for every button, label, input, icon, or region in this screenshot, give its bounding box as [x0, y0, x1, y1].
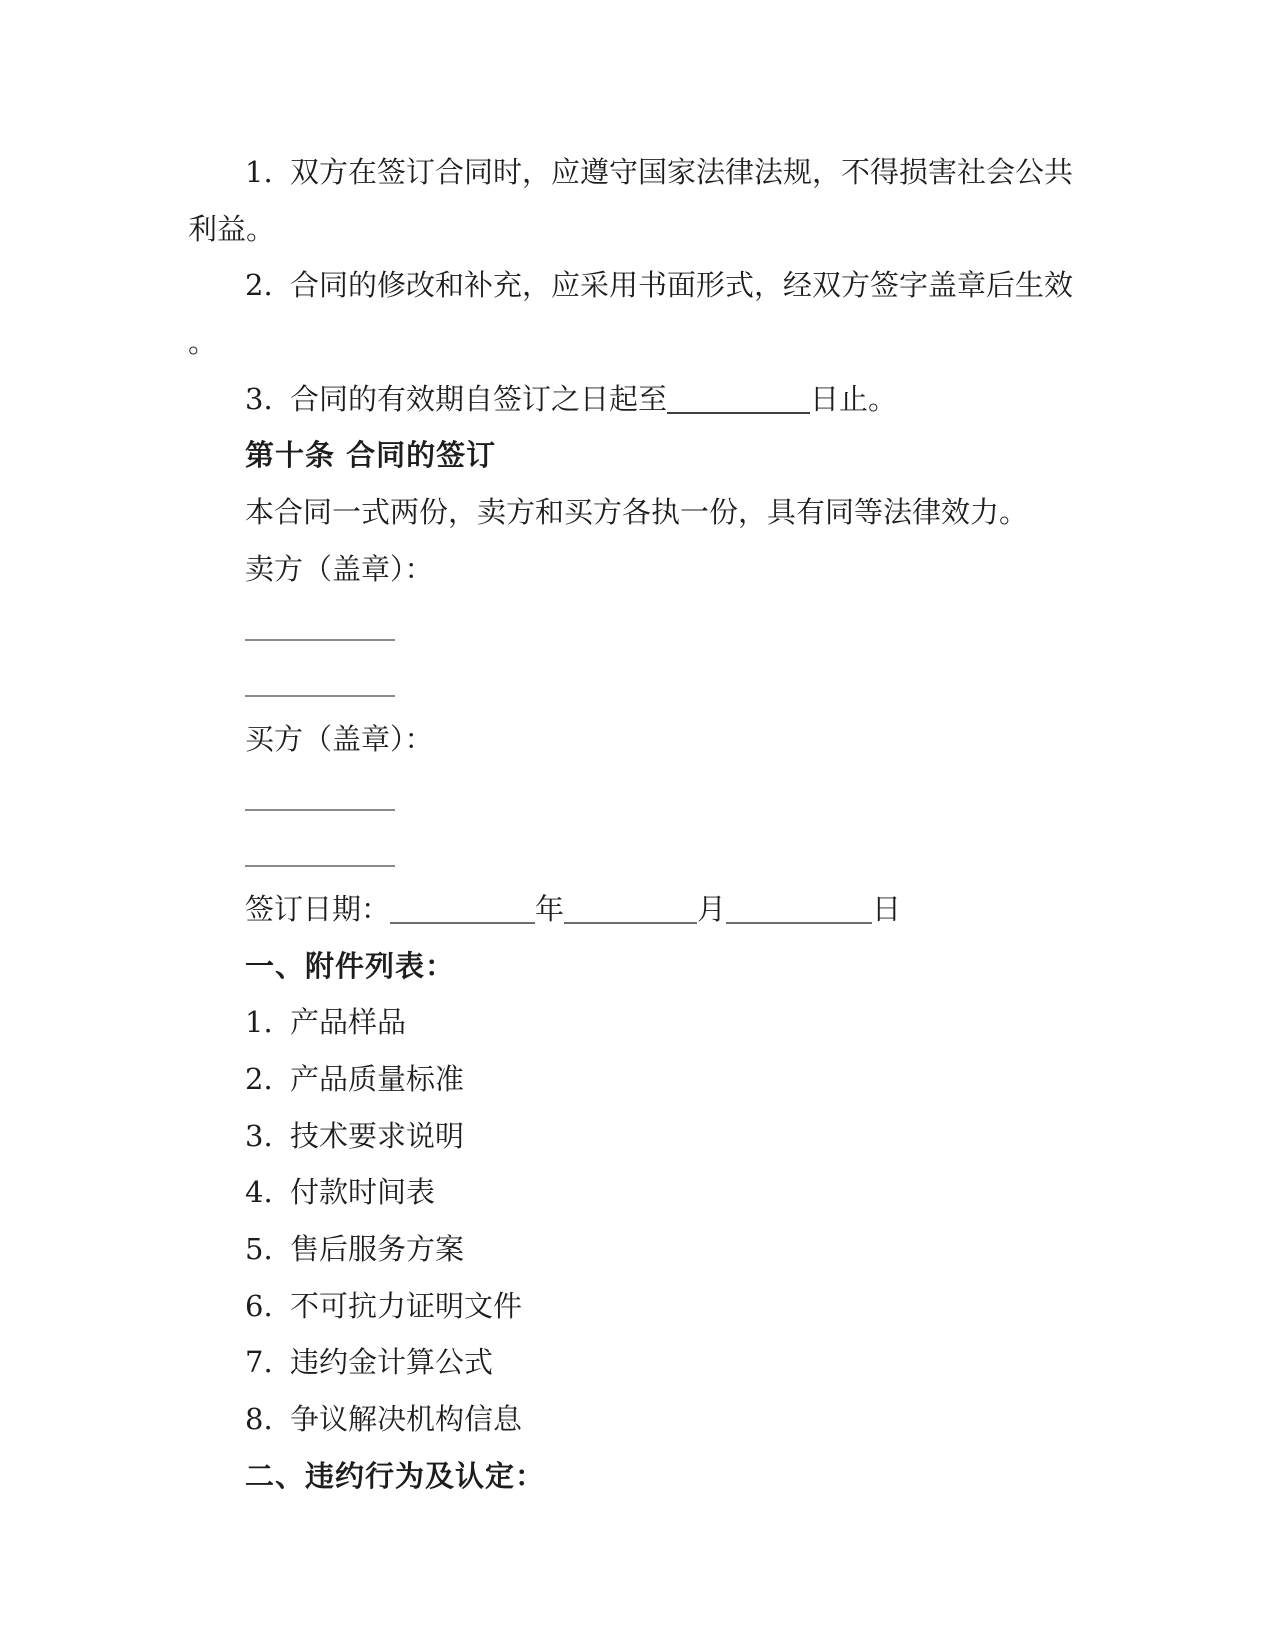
attachment-item-6-label: 不可抗力证明文件 [290, 1288, 523, 1323]
attachment-item-3-label: 技术要求说明 [290, 1118, 465, 1153]
attachment-item-8-label: 争议解决机构信息 [290, 1402, 523, 1437]
general-term-2-text-continued: 。 [188, 325, 218, 360]
seller-seal-label [0, 541, 1275, 598]
seller-signature-row-1 [0, 598, 1275, 655]
general-term-1-text: 双方在签订合同时，应遵守国家法律法规，不得损害社会公共 [290, 155, 1074, 189]
list-number: 1. [245, 155, 273, 189]
article-10-body-text: 本合同一式两份，卖方和买方各执一份，具有同等法律效力。 [245, 495, 1029, 530]
list-number: 3. [245, 381, 273, 416]
sign-date-year-blank [390, 922, 535, 924]
list-number: 2. [245, 268, 273, 303]
sign-date-day-blank [726, 922, 872, 924]
attachments-heading-text: 一、附件列表： [245, 948, 456, 983]
buyer-seal-label-text: 买方（盖章）： [245, 721, 434, 756]
attachment-item-5 [0, 1221, 1275, 1278]
attachment-item-1-label: 产品样品 [290, 1005, 407, 1040]
list-number: 3. [245, 1118, 273, 1153]
attachments-heading [0, 938, 1275, 995]
seller-signature-row-2 [0, 654, 1275, 711]
article-10-heading [0, 427, 1275, 484]
attachment-item-4 [0, 1164, 1275, 1221]
buyer-signature-blank-2 [245, 865, 395, 867]
sign-date-day-suffix: 日 [872, 891, 902, 926]
list-number: 2. [245, 1062, 273, 1096]
seller-signature-blank-1 [245, 639, 395, 641]
attachment-item-6 [0, 1278, 1275, 1335]
general-term-1-line-1 [0, 144, 1275, 201]
buyer-signature-blank-1 [245, 809, 395, 811]
sign-date-month-blank [564, 922, 697, 924]
general-term-3-line [0, 371, 1275, 428]
buyer-signature-row-1 [0, 768, 1275, 825]
sign-date-year-suffix: 年 [535, 891, 565, 926]
breach-heading [0, 1448, 1275, 1505]
attachment-item-4-label: 付款时间表 [290, 1175, 436, 1210]
attachment-item-2-label: 产品质量标准 [290, 1062, 465, 1096]
general-term-2-line-1 [0, 257, 1275, 314]
breach-heading-text: 二、违约行为及认定： [245, 1458, 546, 1493]
general-term-3-suffix: 日止。 [810, 381, 898, 416]
article-10-heading-text: 第十条 合同的签订 [245, 438, 497, 473]
validity-end-date-blank [667, 412, 810, 414]
list-number: 5. [245, 1232, 273, 1267]
general-term-2-text: 合同的修改和补充，应采用书面形式，经双方签字盖章后生效 [290, 268, 1074, 303]
attachment-item-7-label: 违约金计算公式 [290, 1345, 494, 1380]
sign-date-label: 签订日期： [245, 891, 391, 926]
seller-signature-blank-2 [245, 695, 395, 697]
attachment-item-3 [0, 1108, 1275, 1165]
list-number: 4. [245, 1175, 273, 1210]
buyer-seal-label [0, 711, 1275, 768]
general-term-3-prefix: 合同的有效期自签订之日起至 [290, 381, 668, 416]
general-term-2-line-2 [0, 314, 1275, 371]
sign-date-month-suffix: 月 [697, 891, 727, 926]
sign-date-row [0, 881, 1275, 938]
seller-seal-label-text: 卖方（盖章）： [245, 551, 434, 586]
list-number: 1. [245, 1005, 273, 1040]
document-body [0, 144, 1275, 1505]
buyer-signature-row-2 [0, 824, 1275, 881]
general-term-1-text-continued: 利益。 [188, 211, 276, 246]
general-term-1-line-2 [0, 201, 1275, 258]
attachment-item-1 [0, 994, 1275, 1051]
list-number: 8. [245, 1402, 273, 1437]
list-number: 6. [245, 1288, 273, 1323]
attachment-item-5-label: 售后服务方案 [290, 1232, 465, 1267]
list-number: 7. [245, 1345, 273, 1380]
attachment-item-8 [0, 1391, 1275, 1448]
article-10-body [0, 484, 1275, 541]
attachment-item-7 [0, 1334, 1275, 1391]
attachment-item-2 [0, 1051, 1275, 1108]
